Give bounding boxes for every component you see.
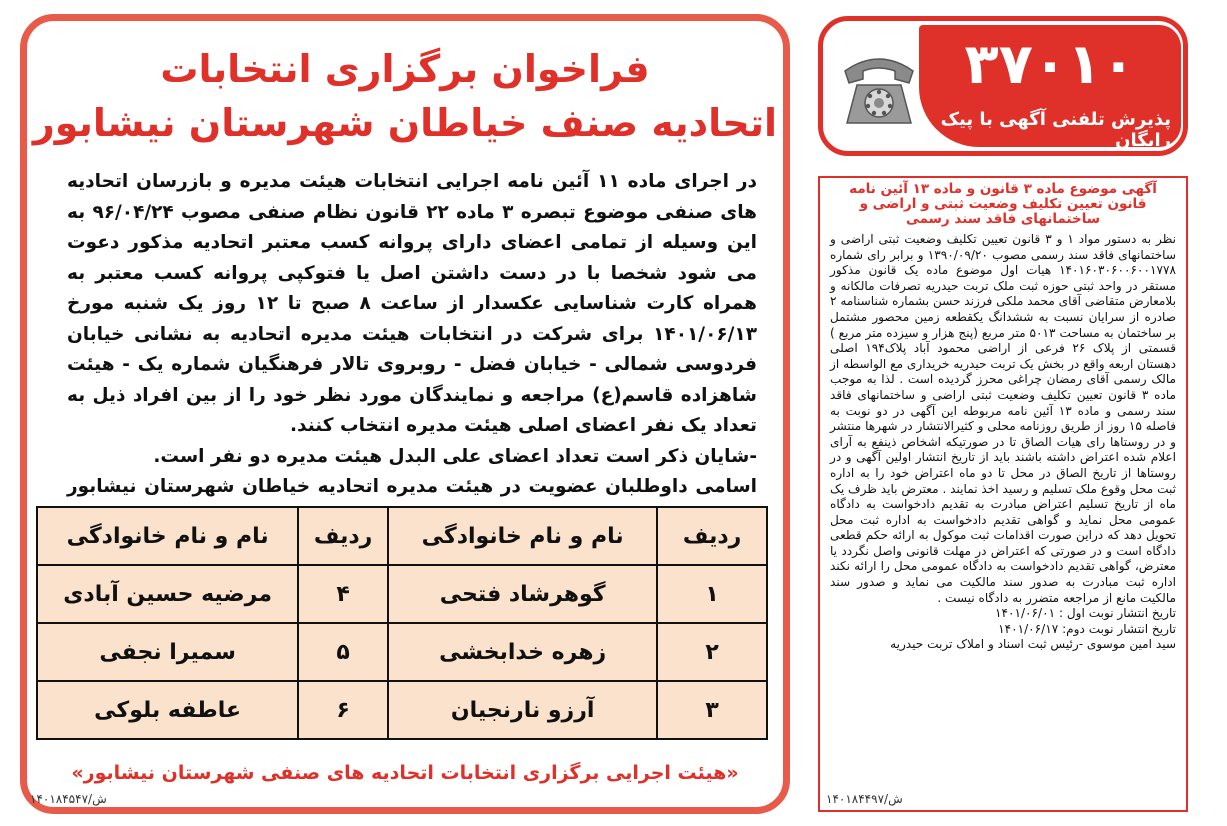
- table-cell: عاطفه بلوکی: [37, 681, 298, 739]
- candidates-table: [36, 506, 768, 740]
- phone-ad-banner: [919, 25, 1181, 151]
- table-cell: ۱: [657, 565, 767, 623]
- table-cell: زهره خدابخشی: [388, 623, 657, 681]
- notice-title: فراخوان برگزاری انتخابات: [160, 47, 650, 91]
- table-row: [37, 681, 767, 739]
- publication-date-2: تاریخ انتشار نوبت دوم: ۱۴۰۱/۰۶/۱۷: [998, 621, 1176, 636]
- notice-paragraph: اسامی داوطلبان عضویت در هیئت مدیره اتحادیه خیاطان شهرستان نیشابور: [67, 476, 757, 497]
- registration-body: [830, 232, 1176, 653]
- telephone-icon: [839, 45, 919, 129]
- phone-ad: [818, 16, 1188, 156]
- registration-code: ۱۴۰۱۸۴۴۹۷/ش: [826, 792, 903, 806]
- table-cell: ۶: [298, 681, 388, 739]
- table-row: [37, 565, 767, 623]
- table-cell: ۵: [298, 623, 388, 681]
- notice-footer: «هیئت اجرایی برگزاری انتخابات اتحادیه های صنفی شهرستان نیشابور»: [71, 762, 739, 784]
- notice-subtitle: اتحادیه صنف خیاطان شهرستان نیشابور: [32, 101, 778, 145]
- table-cell: آرزو نارنجیان: [388, 681, 657, 739]
- table-row: [37, 623, 767, 681]
- table-cell: ۳: [657, 681, 767, 739]
- column-header: نام و نام خانوادگی: [37, 507, 298, 565]
- notice-paragraph: -شایان ذکر است تعداد اعضای علی البدل هیئت مدیره دو نفر است.: [153, 445, 757, 467]
- signatory: سید امین موسوی -رئیس ثبت اسناد و املاک تربت حیدریه: [890, 637, 1176, 652]
- table-cell: مرضیه حسین آبادی: [37, 565, 298, 623]
- notice-code: ۱۴۰۱۸۴۵۴۷/ش: [30, 792, 107, 806]
- table-cell: سمیرا نجفی: [37, 623, 298, 681]
- publication-date-1: تاریخ انتشار نوبت اول : ۱۴۰۱/۰۶/۰۱: [994, 606, 1176, 621]
- registration-paragraph: نظر به دستور مواد ۱ و ۳ قانون تعیین تکلیف وضعیت ثبتی اراضی و ساختمانهای فاقد سند رسمی مصوب ۱۳۹۰/۰۹/۲۰ و برابر رای شماره ۱۴۰۱۶۰۳۰۶۰۰۶۰۰۱۷۷۸ هیات اول موضوع ماده یک قانون مذکور مستقر در واحد ثبتی حوزه ثبت ملک تربت حیدریه تصرفات مالکانه و بلامعارض متقاضی آقای محمد ملکی فرزند حسن بشماره شناسنامه ۲ صادره از سرایان نسبت به ششدانگ یکقطعه زمین محصور مشتمل بر ساختمان به مساحت ۵۰۱۳ متر مربع (پنج هزار و سیزده متر مربع ) قسمتی از پلاک ۲۶ فرعی از اراضی محمود آباد پلاک۱۹۴ اصلی دهستان اربعه واقع در بخش یک تربت حیدریه خریداری مع الواسطه از مالک رسمی آقای رمضان چراغی محرز گردیده است . لذا به موجب ماده ۳ قانون تعیین تکلیف وضعیت ثبتی اراضی و ساختمانهای فاقد سند رسمی و ماده ۱۳ آئین نامه مربوطه این آگهی در دو نوبت به فاصله ۱۵ روز از طریق روزنامه محلی و کثیرالانتشار در شهرها منتشر و در روستاها رای هیات الصاق تا در صورتیکه اشخاص ذینفع به آرای اعلام شده اعتراض داشته باشند باید از تاریخ انتشار اولین آگهی و در روستاها از تاریخ الصاق در محل تا دو ماه اعتراض خود را به اداره ثبت محل وقوع ملک تسلیم و رسید اخذ نمایند . معترض باید ظرف یک ماه از تاریخ تسلیم اعتراض مبادرت به تقدیم دادخواست به دادگاه عمومی محل نماید و گواهی تقدیم دادخواست به اداره ثبت محل تحویل دهد که دراین صورت اقدامات ثبت موکول به ارائه حکم قطعی دادگاه است و در صورتی که اعتراض در مهلت قانونی واصل نگردد یا معترض، گواهی تقدیم دادخواست به دادگاه عمومی محل را ارائه نکند اداره ثبت مبادرت به صدور سند مالکیت می نماید و صدور سند مالکیت مانع از مراجعه متضرر به دادگاه نیست .: [830, 232, 1177, 605]
- table-cell: ۲: [657, 623, 767, 681]
- phone-number: ۳۷۰۱۰: [964, 32, 1136, 97]
- registration-notice: [818, 176, 1188, 812]
- phone-caption: پذیرش تلفنی آگهی با پیک رایگان: [940, 109, 1171, 151]
- notice-body: [67, 167, 757, 533]
- notice-paragraph: در اجرای ماده ۱۱ آئین نامه اجرایی انتخابات هیئت مدیره و بازرسان اتحادیه های صنفی موضوع تبصره ۳ ماده ۲۲ قانون نظام صنفی مصوب ۹۶/۰۴/۲۴ به این وسیله از تمامی اعضای دارای پروانه کسب معتبر اتحادیه مذکور دعوت می شود شخصا با در دست داشتن اصل یا فتوکپی پروانه کسب معتبر به همراه کارت شناسایی عکسدار از ساعت ۸ صبح تا ۱۲ روز یک شنبه مورخ ۱۴۰۱/۰۶/۱۳ برای شرکت در انتخابات هیئت مدیره اتحادیه به نشانی خیابان فردوسی شمالی - خیابان فضل - روبروی تالار فرهنگیان شماره یک - هیئت شاهزاده قاسم(ع) مراجعه و نمایندگان مورد نظر خود را از بین افراد ذیل به تعداد یک نفر اعضای اصلی هیئت مدیره انتخاب کنند.: [67, 171, 758, 436]
- table-header-row: [37, 507, 767, 565]
- column-header: نام و نام خانوادگی: [388, 507, 657, 565]
- table-cell: ۴: [298, 565, 388, 623]
- registration-title: آگهی موضوع ماده ۳ قانون و ماده ۱۳ آئین نامه قانون تعیین تکلیف وضعیت ثبتی و اراضی و ساختمانهای فاقد سند رسمی: [849, 181, 1157, 227]
- column-header: ردیف: [298, 507, 388, 565]
- table-cell: گوهرشاد فتحی: [388, 565, 657, 623]
- column-header: ردیف: [657, 507, 767, 565]
